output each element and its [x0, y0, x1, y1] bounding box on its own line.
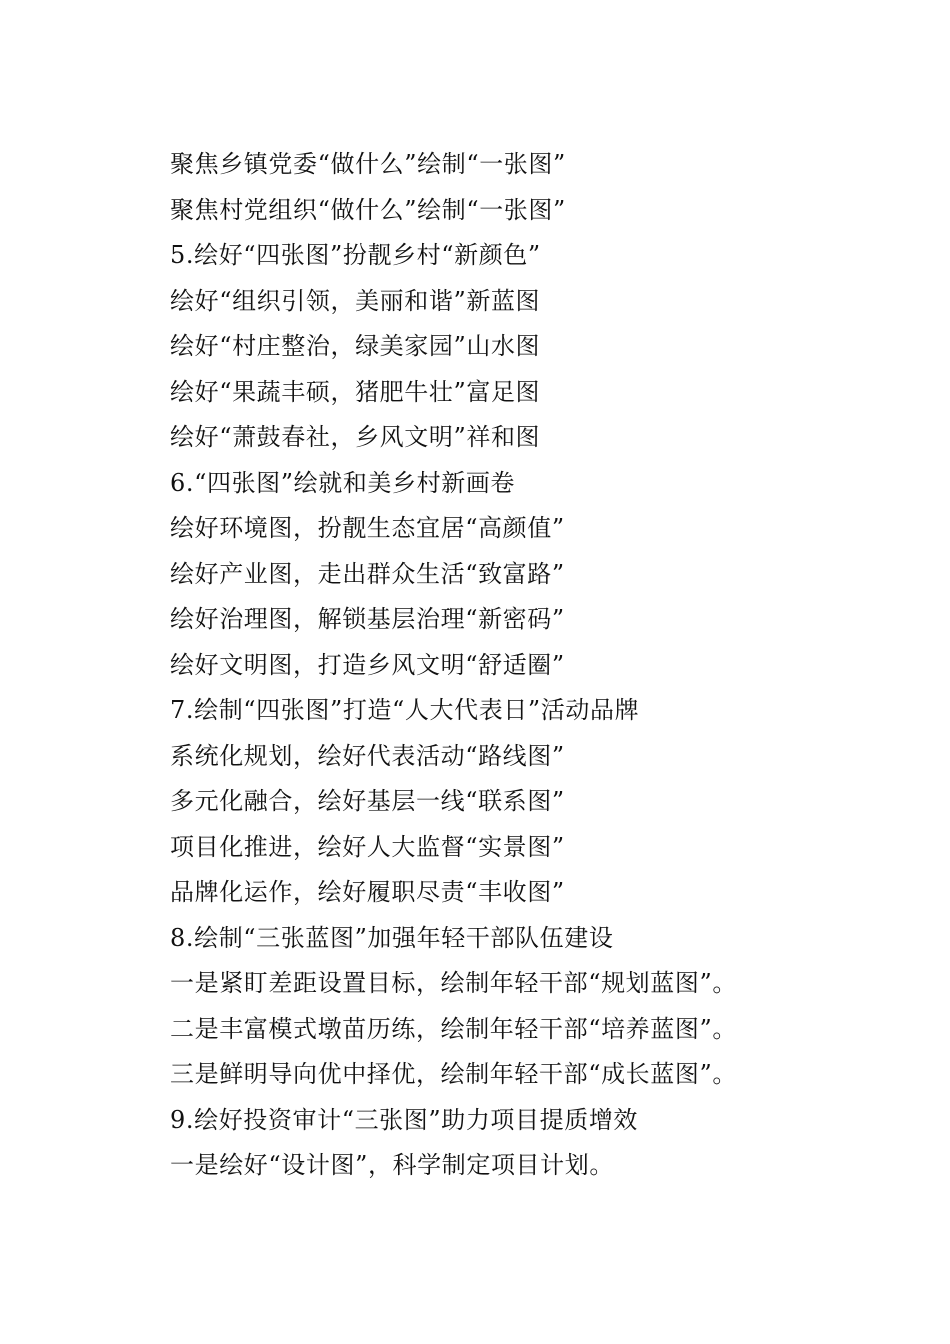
text-line: 二是丰富模式墩苗历练，绘制年轻干部“培养蓝图”。: [170, 1014, 737, 1043]
text-line: 聚焦村党组织“做什么”绘制“一张图”: [170, 195, 566, 224]
text-line: 三是鲜明导向优中择优，绘制年轻干部“成长蓝图”。: [170, 1060, 737, 1088]
text-line: 绘好文明图，打造乡风文明“舒适圈”: [170, 650, 565, 679]
text-line: 绘好“村庄整治，绿美家园”山水图: [170, 332, 541, 360]
text-line: 系统化规划，绘好代表活动“路线图”: [170, 741, 565, 770]
text-line: 绘好“果蔬丰硕，猪肥牛壮”富足图: [170, 377, 541, 406]
text-line: 一是绘好“设计图”，科学制定项目计划。: [170, 1151, 614, 1179]
section-heading: 8.绘制“三张蓝图”加强年轻干部队伍建设: [170, 923, 614, 952]
text-line: 品牌化运作，绘好履职尽责“丰收图”: [170, 878, 565, 906]
section-heading: 5.绘好“四张图”扮靓乡村“新颜色”: [170, 241, 541, 269]
text-line: 绘好环境图，扮靓生态宜居“高颜值”: [170, 514, 565, 542]
text-line: 项目化推进，绘好人大监督“实景图”: [170, 832, 565, 861]
section-heading: 9.绘好投资审计“三张图”助力项目提质增效: [170, 1105, 639, 1134]
text-line: 绘好“萧鼓春社，乡风文明”祥和图: [170, 423, 541, 451]
text-line: 聚焦乡镇党委“做什么”绘制“一张图”: [170, 150, 566, 178]
text-line: 绘好产业图，走出群众生活“致富路”: [170, 559, 565, 588]
section-heading: 7.绘制“四张图”打造“人大代表日”活动品牌: [170, 696, 640, 724]
section-heading: 6.“四张图”绘就和美乡村新画卷: [170, 468, 516, 497]
document-body: [170, 142, 930, 1189]
text-line: 一是紧盯差距设置目标，绘制年轻干部“规划蓝图”。: [170, 969, 737, 997]
text-line: 绘好治理图，解锁基层治理“新密码”: [170, 605, 565, 633]
text-line: 多元化融合，绘好基层一线“联系图”: [170, 787, 565, 815]
text-line: 绘好“组织引领，美丽和谐”新蓝图: [170, 286, 541, 315]
